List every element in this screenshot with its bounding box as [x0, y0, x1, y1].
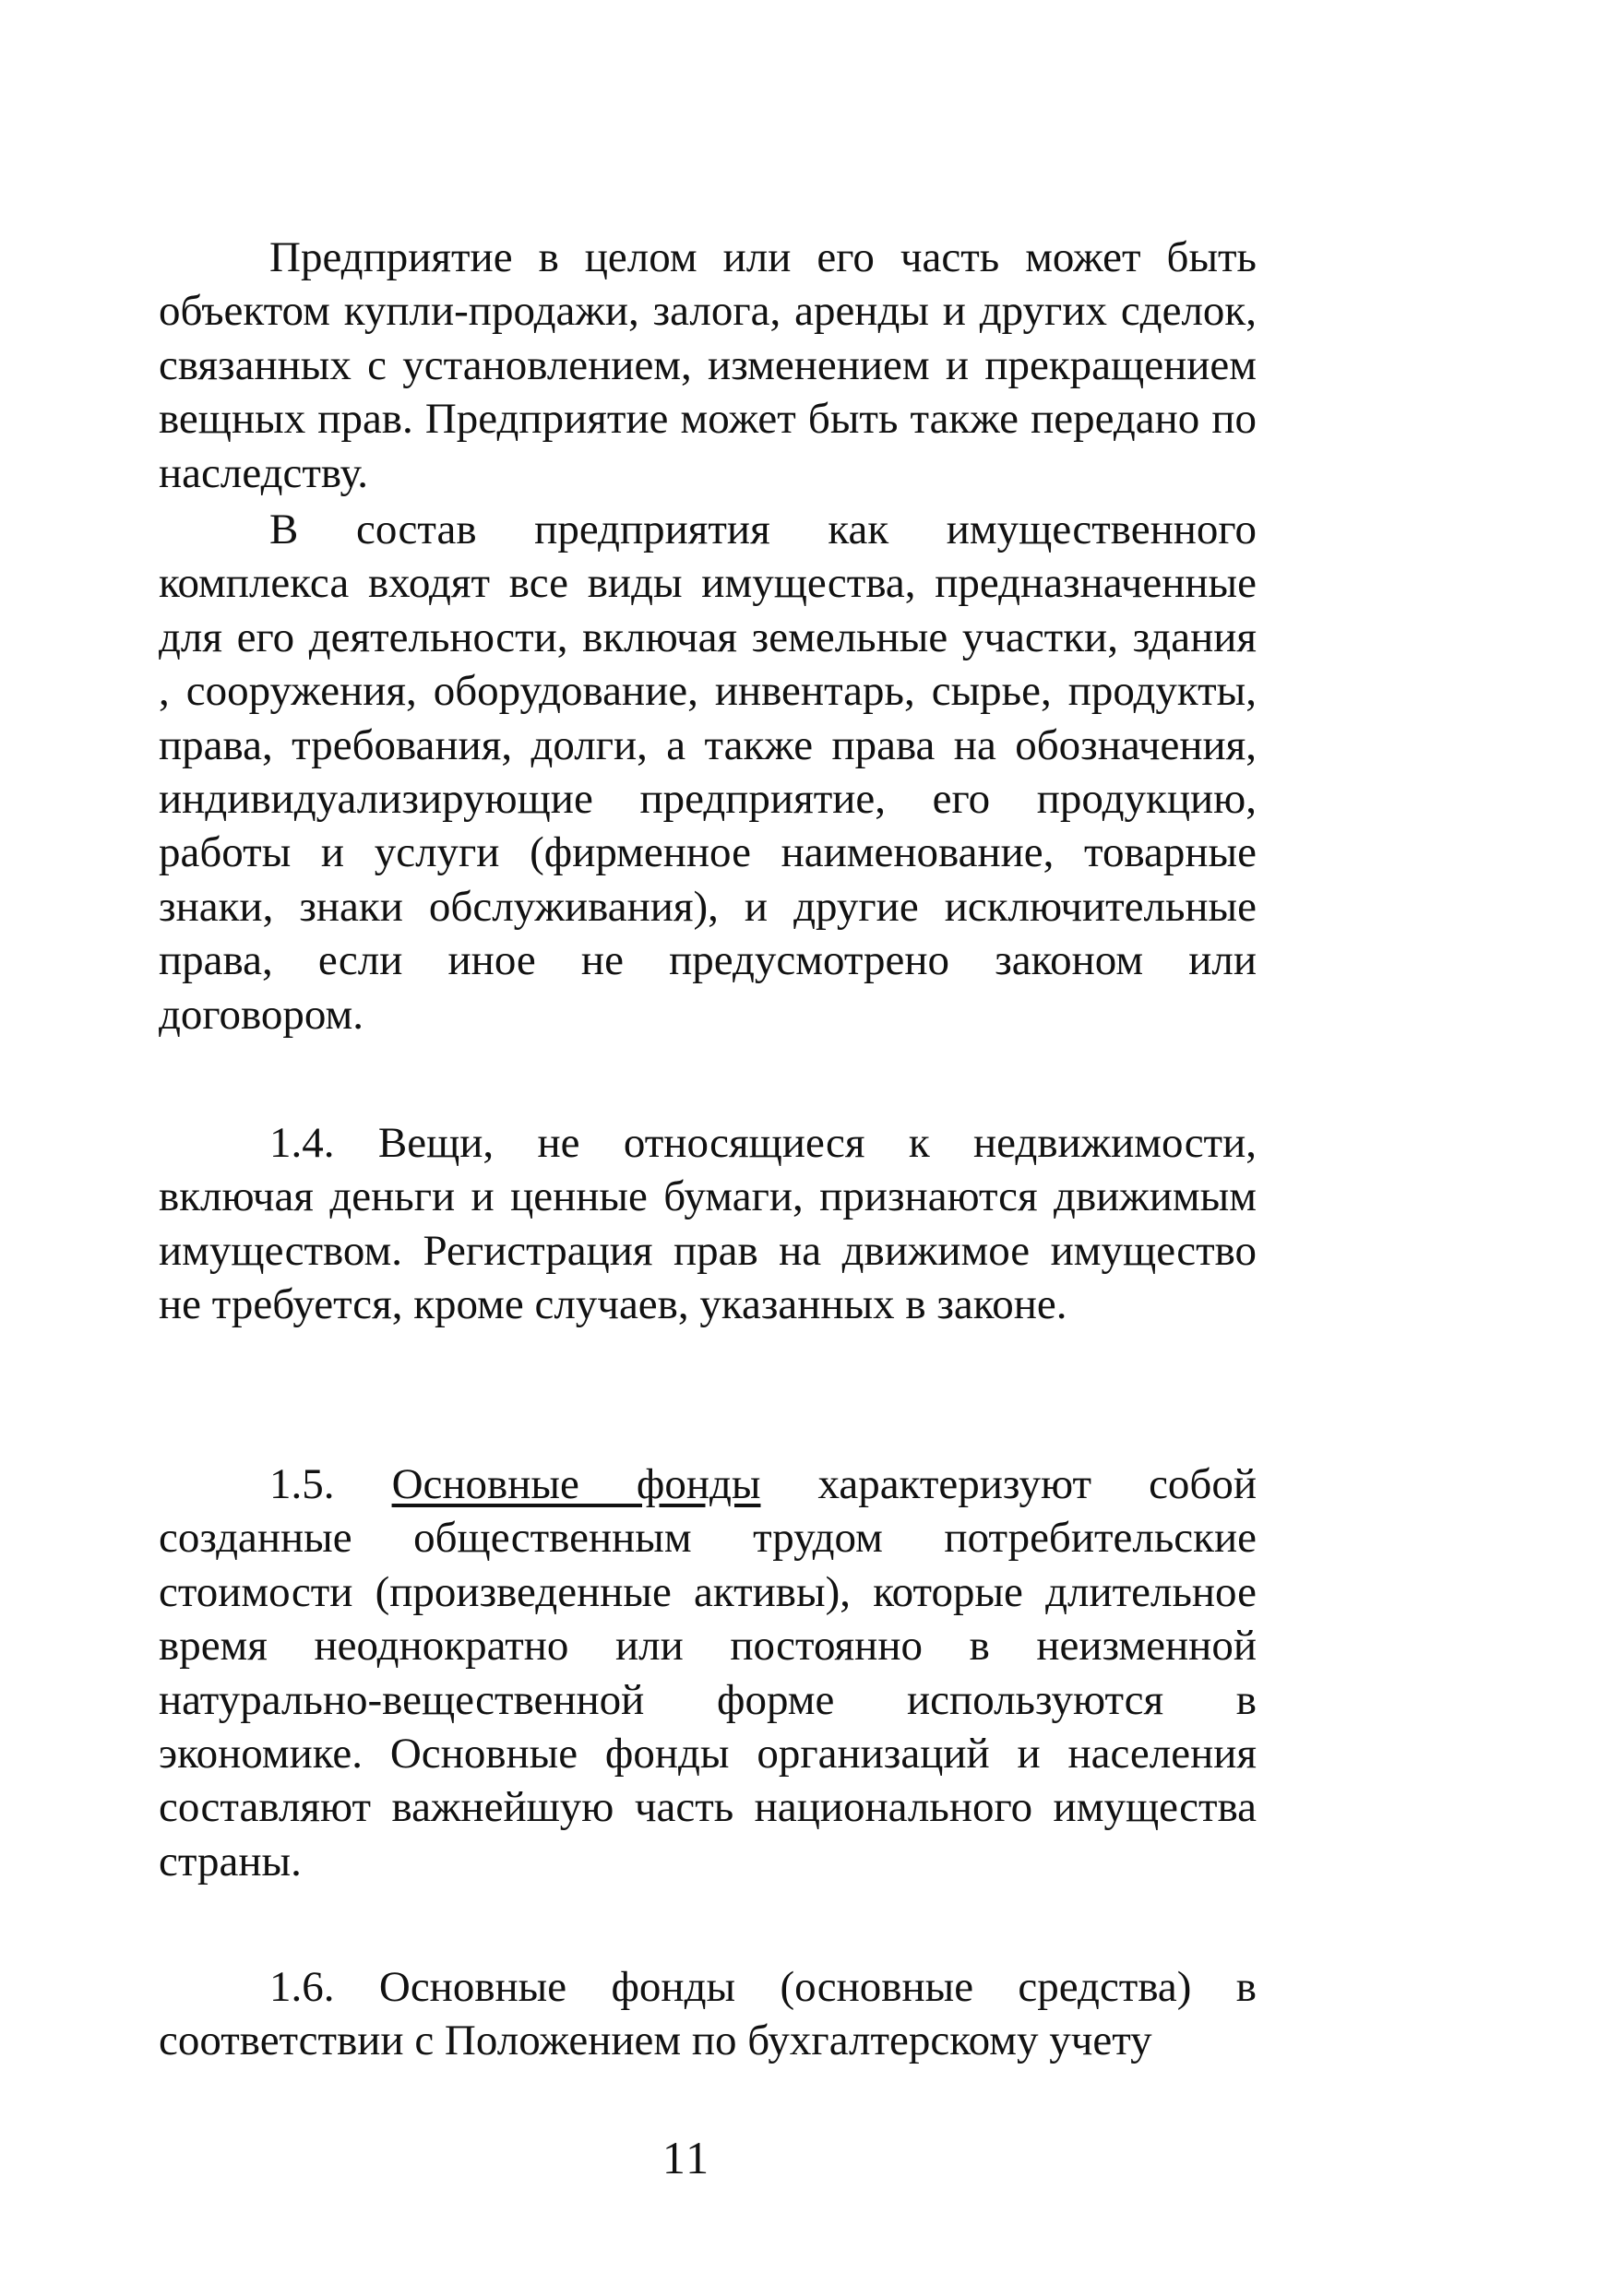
- paragraph-enterprise-transactions: [159, 231, 1257, 500]
- paragraph-text: В состав предприятия как имущественного комплекса входят все виды имущества, предназначенные для его деятельности, включая земельные участки, здания , сооружения, оборудование, инвентарь, сырье, продукты, права, требования, долги, а также права на обозначения, индивидуализирующие предприятие, его продукцию, работы и услуги (фирменное наименование, товарные знаки, знаки обслуживания), и другие исключительные права, если иное не предусмотрено законом или договором.: [159, 506, 1257, 1039]
- section-1-4: [159, 1116, 1257, 1332]
- section-text: характеризуют собой созданные общественным трудом потребительские стоимости (произведенные активы), которые длительное время неоднократно или постоянно в неизменной натурально-вещественной форме используются в экономике. Основные фонды организаций и населения составляют важнейшую часть национального имущества страны.: [159, 1460, 1257, 1886]
- paragraph-text: Предприятие в целом или его часть может быть объектом купли-продажи, залога, аренды и других сделок, связанных с установлением, изменением и прекращением вещных прав. Предприятие может быть также передано по наследству.: [159, 233, 1257, 497]
- page-number: 11: [662, 2132, 711, 2183]
- section-number: 1.6.: [269, 1963, 335, 2011]
- paragraph-enterprise-composition: [159, 503, 1257, 1041]
- section-text: Вещи, не относящиеся к недвижимости, включая деньги и ценные бумаги, признаются движимым имуществом. Регистрация прав на движимое имущество не требуется, кроме случаев, указанных в законе.: [159, 1119, 1257, 1329]
- section-text: Основные фонды (основные средства) в соответствии с Положением по бухгалтерскому учету: [159, 1963, 1257, 2065]
- defined-term: Основные фонды: [391, 1460, 761, 1508]
- section-1-6: [159, 1960, 1257, 2068]
- section-number: 1.4.: [269, 1119, 335, 1167]
- section-number: 1.5.: [269, 1460, 335, 1508]
- section-1-5: [159, 1457, 1257, 1888]
